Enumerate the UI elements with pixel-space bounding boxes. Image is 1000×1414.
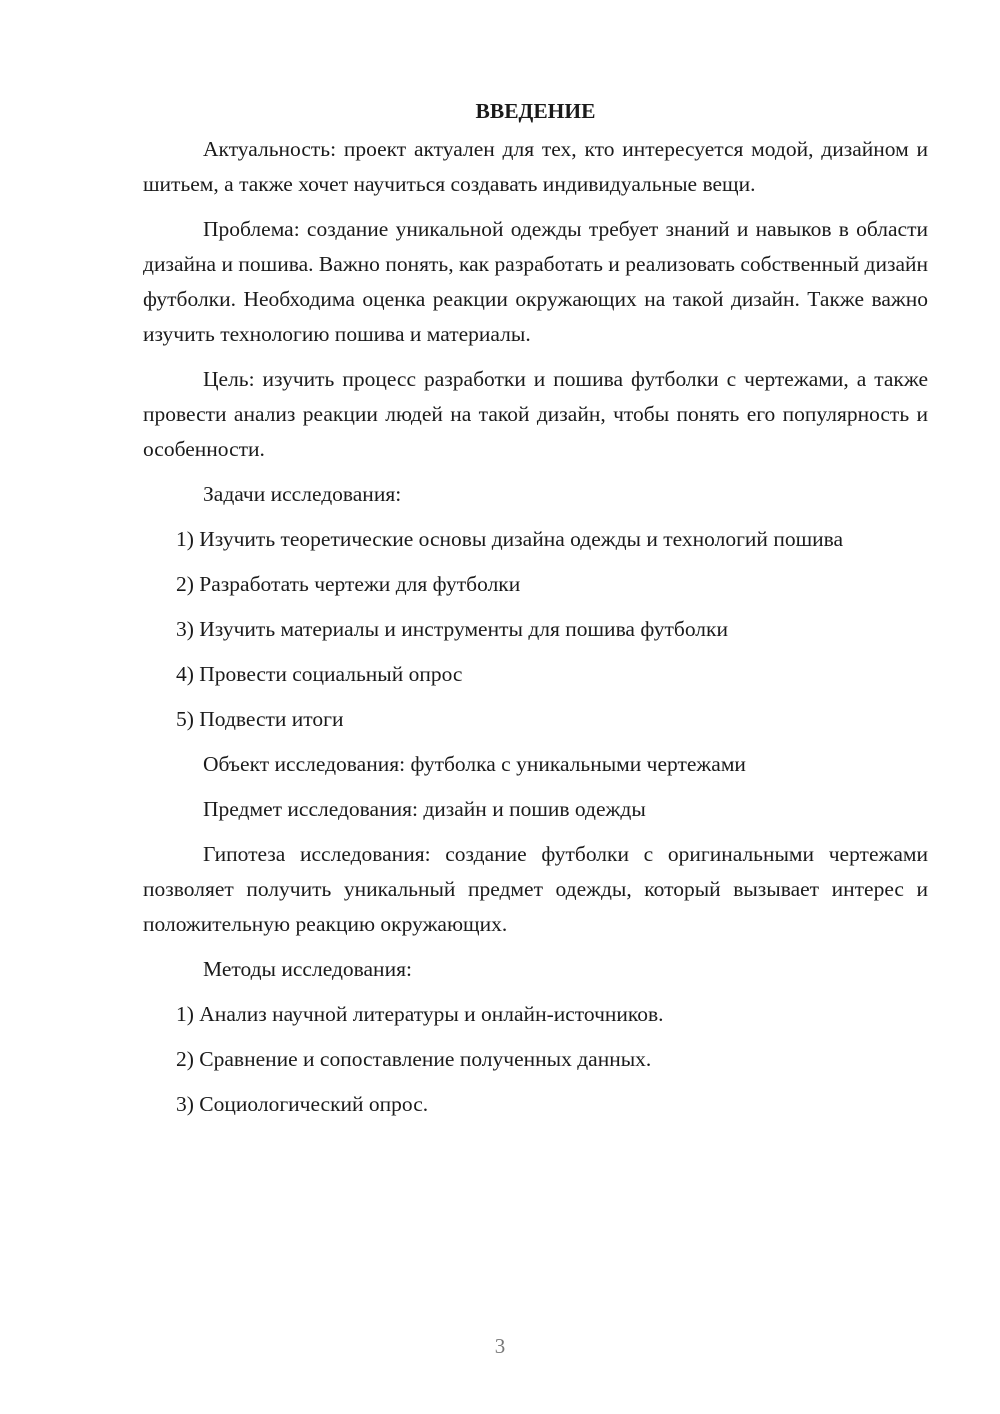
section-heading: ВВЕДЕНИЕ	[475, 99, 596, 123]
paragraph-object: Объект исследования: футболка с уникальными чертежами	[203, 752, 746, 776]
paragraph-relevance: Актуальность: проект актуален для тех, кто интересуется модой, дизайном и шитьем, а также хочет научиться создавать индивидуальные вещи.	[143, 137, 928, 196]
page-number: 3	[494, 1334, 506, 1358]
methods-title: Методы исследования:	[203, 957, 412, 981]
paragraph-goal: Цель: изучить процесс разработки и пошива футболки с чертежами, а также провести анализ реакции людей на такой дизайн, чтобы понять его популярность и особенности.	[143, 367, 928, 461]
task-item-3: 3) Изучить материалы и инструменты для пошива футболки	[176, 617, 728, 641]
method-item-3: 3) Социологический опрос.	[176, 1092, 429, 1116]
document-page	[143, 96, 928, 1132]
task-item-1: 1) Изучить теоретические основы дизайна одежды и технологий пошива	[176, 527, 844, 551]
task-item-2: 2) Разработать чертежи для футболки	[176, 572, 521, 596]
method-item-2: 2) Сравнение и сопоставление полученных данных.	[176, 1047, 652, 1071]
task-item-5: 5) Подвести итоги	[176, 707, 344, 731]
tasks-title: Задачи исследования:	[203, 482, 402, 506]
paragraph-hypothesis: Гипотеза исследования: создание футболки с оригинальными чертежами позволяет получить уникальный предмет одежды, который вызывает интерес и положительную реакцию окружающих.	[143, 842, 928, 936]
paragraph-subject: Предмет исследования: дизайн и пошив одежды	[203, 797, 646, 821]
task-item-4: 4) Провести социальный опрос	[176, 662, 463, 686]
method-item-1: 1) Анализ научной литературы и онлайн-источников.	[176, 1002, 664, 1026]
paragraph-problem: Проблема: создание уникальной одежды требует знаний и навыков в области дизайна и пошива. Важно понять, как разработать и реализовать собственный дизайн футболки. Необходима оценка реакции окружающих на такой дизайн. Также важно изучить технологию пошива и материалы.	[143, 217, 928, 346]
